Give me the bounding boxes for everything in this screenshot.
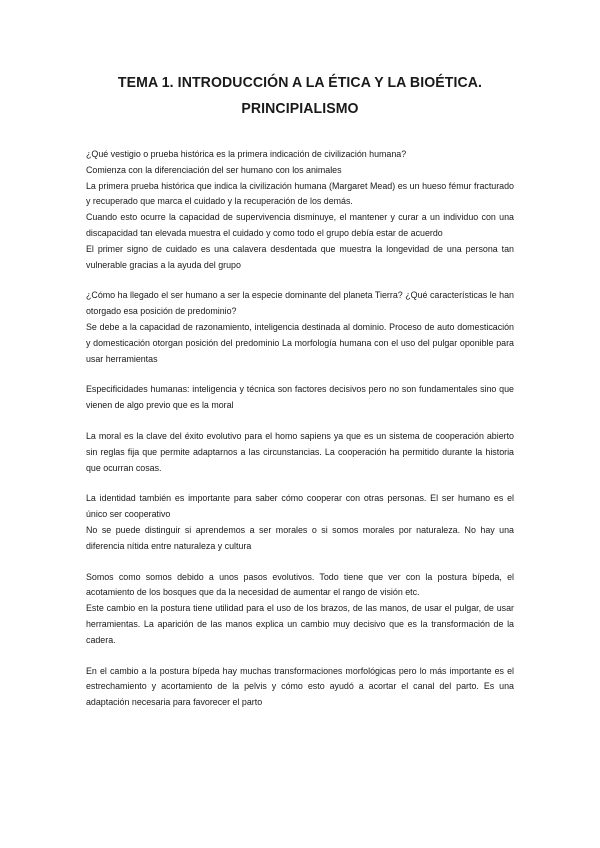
title-line-2: PRINCIPIALISMO [241,100,359,117]
body-paragraph: Cuando esto ocurre la capacidad de supervivencia disminuye, el mantener y curar a un individuo con una discapacidad tan elevada muestra el cuidado y como todo el grupo debía estar de acuerdo [86,212,514,238]
question-paragraph: ¿Cómo ha llegado el ser humano a ser la especie dominante del planeta Tierra? ¿Qué características le han otorgado esa posición de predominio? [86,290,514,317]
document-body [86,147,514,711]
body-paragraph: Comienza con la diferenciación del ser humano con los animales [86,164,342,175]
body-paragraph: No se puede distinguir si aprendemos a ser morales o si somos morales por naturaleza. No hay una diferencia nítida entre naturaleza y cultura [86,524,514,551]
body-paragraph: La primera prueba histórica que indica la civilización humana (Margaret Mead) es un hueso fémur fracturado y recuperado que marca el cuidado y la recuperación de los demás. [86,180,514,207]
body-paragraph: La identidad también es importante para saber cómo cooperar con otras personas. El ser humano es el único ser cooperativo [86,493,514,520]
body-paragraph: Somos como somos debido a unos pasos evolutivos. Todo tiene que ver con la postura bípeda, el acotamiento de los bosques que da la necesidad de aumentar el rango de visión etc. [86,571,514,598]
body-paragraph: Especificidades humanas: inteligencia y técnica son factores decisivos pero no son fundamentales sino que vienen de algo previo que es la moral [86,384,514,411]
page-title [99,70,501,122]
body-paragraph: En el cambio a la postura bípeda hay muchas transformaciones morfológicas pero lo más importante es el estrechamiento y acortamiento de la pelvis y cómo esto ayudó a acortar el canal del parto. Es una adaptación necesaria para favorecer el parto [86,665,514,708]
question-paragraph: ¿Qué vestigio o prueba histórica es la primera indicación de civilización humana? [86,149,407,159]
body-paragraph: Este cambio en la postura tiene utilidad para el uso de los brazos, de las manos, de usar el pulgar, de usar herramientas. La aparición de las manos explica un cambio muy decisivo que es la transformación de la cadera. [86,603,514,645]
body-paragraph: La moral es la clave del éxito evolutivo para el homo sapiens ya que es un sistema de cooperación abierto sin reglas fija que permite adaptarnos a las circunstancias. La cooperación ha permitido durante la historia que ocurran cosas. [86,430,514,473]
body-paragraph: El primer signo de cuidado es una calavera desdentada que muestra la longevidad de una persona tan vulnerable gracias a la ayuda del grupo [86,243,514,270]
body-paragraph: Se debe a la capacidad de razonamiento, inteligencia destinada al dominio. Proceso de auto domesticación y domesticación otorgan posición del predominio La morfología humana con el uso del pulgar oponible para usar herramientas [86,321,514,364]
title-line-1: TEMA 1. INTRODUCCIÓN A LA ÉTICA Y LA BIOÉTICA. [117,74,483,91]
